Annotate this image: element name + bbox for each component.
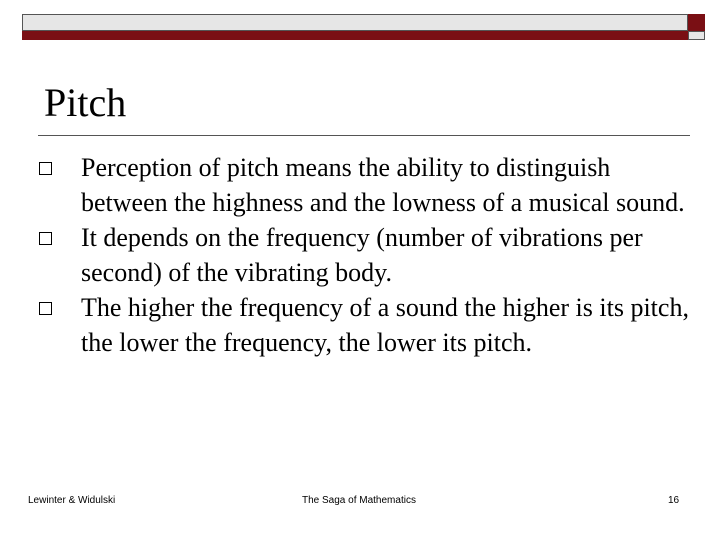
slide-title: Pitch (44, 80, 127, 125)
corner-red-square (688, 14, 705, 31)
hollow-square-bullet-icon (39, 302, 52, 315)
hollow-square-bullet-icon (39, 232, 52, 245)
title-divider (38, 135, 690, 136)
bullet-item (0, 150, 691, 220)
hollow-square-bullet-icon (39, 162, 52, 175)
top-gray-bar (22, 14, 688, 31)
bullet-text: It depends on the frequency (number of vibrations per second) of the vibrating body. (81, 223, 643, 287)
bullet-list (0, 150, 720, 360)
top-red-bar (22, 31, 688, 40)
bullet-item (0, 220, 691, 290)
bullet-item (0, 290, 691, 360)
bullet-text: The higher the frequency of a sound the higher is its pitch, the lower the frequency, the lower its pitch. (81, 293, 689, 357)
footer-title: The Saga of Mathematics (302, 495, 416, 506)
bullet-text: Perception of pitch means the ability to distinguish between the highness and the lowness of a musical sound. (81, 153, 685, 217)
page-number: 16 (668, 495, 680, 506)
corner-gray-square (688, 31, 705, 40)
footer-authors: Lewinter & Widulski (28, 495, 116, 506)
